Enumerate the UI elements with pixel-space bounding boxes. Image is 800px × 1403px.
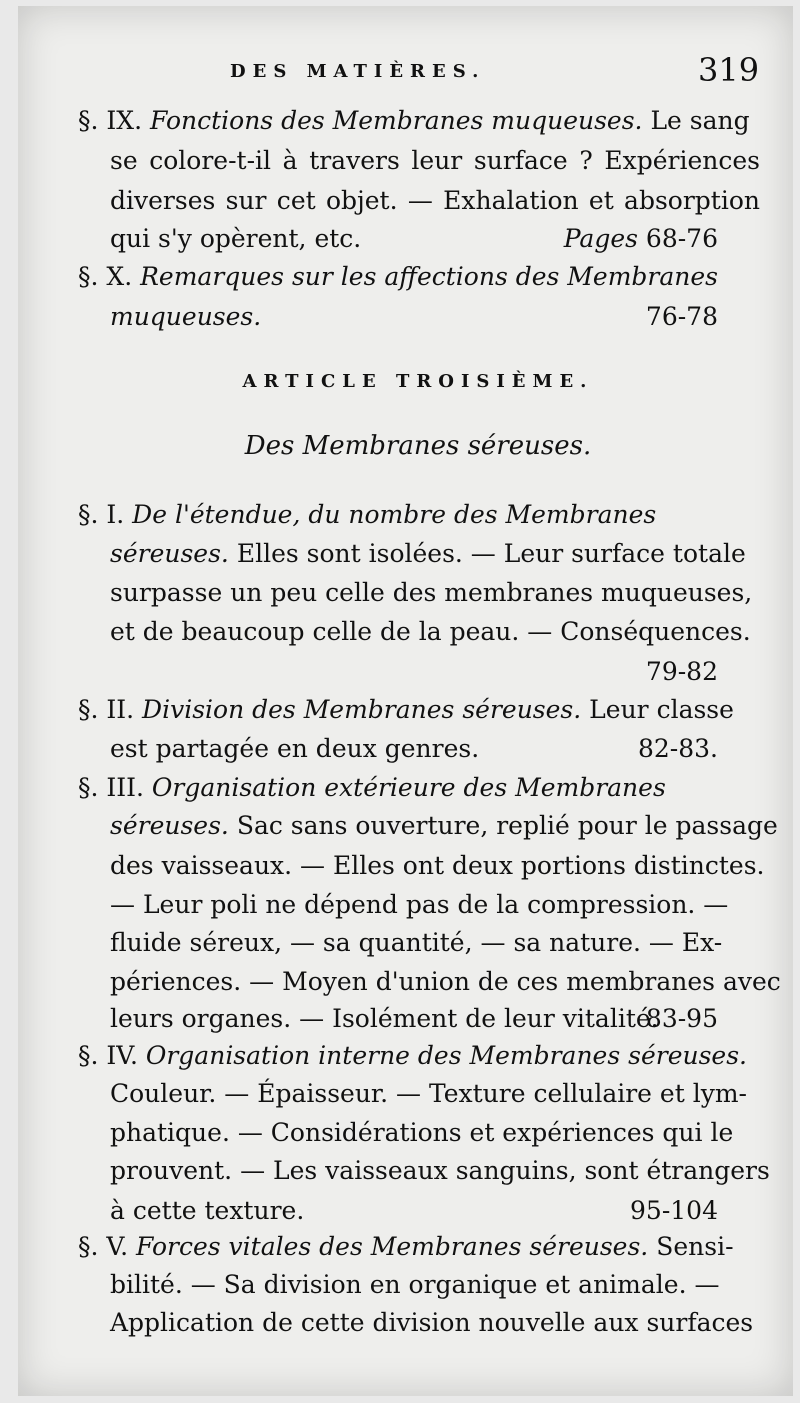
article-heading: ARTICLE TROISIÈME. [242, 371, 594, 392]
toc-line: séreuses. Sac sans ouverture, replié pour le passage [110, 811, 778, 840]
toc-line: est partagée en deux genres. 82-83. [110, 734, 718, 763]
toc-line: des vaisseaux. — Elles ont deux portions distinctes. [110, 851, 765, 880]
toc-line: §. I. De l'étendue, du nombre des Membranes [78, 500, 657, 529]
toc-line: Application de cette division nouvelle aux surfaces [110, 1308, 754, 1337]
toc-line: phatique. — Considérations et expériences qui le [110, 1118, 734, 1147]
toc-line: et de beaucoup celle de la peau. — Conséquences. [110, 617, 751, 646]
toc-line: à cette texture. 95-104 [110, 1196, 718, 1225]
toc-line: prouvent. — Les vaisseaux sanguins, sont étrangers [110, 1156, 770, 1185]
toc-line: — Leur poli ne dépend pas de la compression. — [110, 890, 729, 919]
toc-line: §. IX. Fonctions des Membranes muqueuses. Le sang [78, 106, 750, 135]
toc-line: qui s'y opèrent, etc. Pages 68-76 [110, 224, 718, 253]
book-page: DES MATIÈRES. 319 §. IX. Fonctions des Membranes muqueuses. Le sang se colore-t-il à travers leur surface ? Expériences diverses sur cet objet. — Exhalation et absorption qui s'y opèrent, etc. Pages 68-76 §. X. Remarques sur les affections des Membranes muqueuses. 76-78 ARTICLE TROISIÈME. Des Membranes séreuses. §. I. De l'étendue, du nombre des Membranes séreuses. Elles sont isolées. — Leur surface totale surpasse un peu celle des membranes muqueuses, et de beaucoup celle de la peau. — Conséquences. 79-82 §. II. Division des Membranes séreuses. Leur classe est partagée en deux genres. 82-83. §. III. Organisation extérieure des Membranes séreuses. Sac sans ouverture, replié pour le passage des vaisseaux. — Elles ont deux portions distinctes. — Leur poli ne dépend pas de la compression. — fluide séreux, — sa quantité, — sa nature. — Ex- périences. — Moyen d'union de ces membranes avec leurs organes. — Isolément de leur vitalité. 83-95 §. IV. Organisation interne des Membranes séreuses. Couleur. — Épaisseur. — Texture cellulaire et lym- phatique. — Considérations et expériences qui le prouvent. — Les vaisseaux sanguins, sont étrangers à cette texture. 95-104 §. V. Forces vitales des Membranes séreuses. Sensi- bilité. — Sa division en organique et animale. — Application de cette division nouvelle aux surfaces [18, 6, 793, 1396]
toc-line: muqueuses. 76-78 [110, 302, 718, 331]
toc-line: surpasse un peu celle des membranes muqueuses, [110, 578, 753, 607]
toc-line: §. II. Division des Membranes séreuses. Leur classe [78, 695, 734, 724]
toc-line: leurs organes. — Isolément de leur vitalité. 83-95 [110, 1004, 718, 1033]
toc-line: Couleur. — Épaisseur. — Texture cellulaire et lym- [110, 1079, 747, 1108]
toc-line: fluide séreux, — sa quantité, — sa nature. — Ex- [110, 928, 723, 957]
toc-line: périences. — Moyen d'union de ces membranes avec [110, 967, 781, 996]
toc-line: §. X. Remarques sur les affections des Membranes [78, 262, 718, 291]
page-number: 319 [698, 51, 760, 89]
toc-line: séreuses. Elles sont isolées. — Leur surface totale [110, 539, 746, 568]
article-subheading: Des Membranes séreuses. [244, 431, 592, 461]
toc-line: §. IV. Organisation interne des Membranes séreuses. [78, 1041, 747, 1070]
toc-line: bilité. — Sa division en organique et animale. — [110, 1270, 720, 1299]
toc-line: §. V. Forces vitales des Membranes séreuses. Sensi- [78, 1232, 734, 1261]
running-header: DES MATIÈRES. [230, 61, 486, 82]
toc-line: se colore-t-il à travers leur surface ? Expériences [110, 146, 760, 175]
toc-line: §. III. Organisation extérieure des Membranes [78, 773, 666, 802]
toc-line: diverses sur cet objet. — Exhalation et absorption [110, 186, 760, 215]
